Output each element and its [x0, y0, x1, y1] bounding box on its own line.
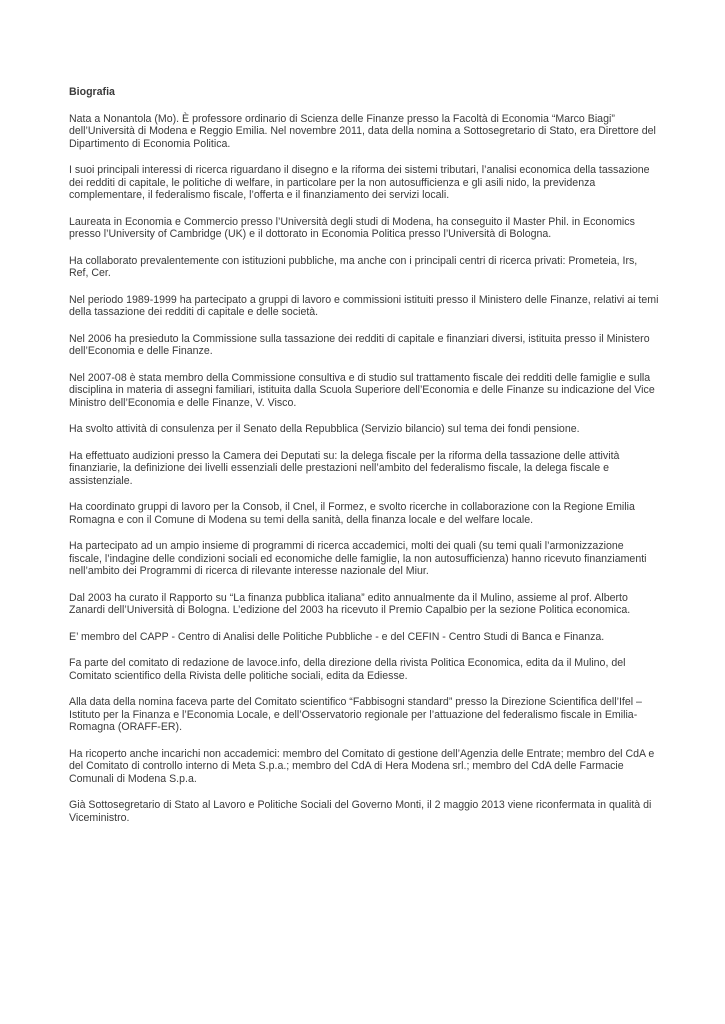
paragraph-editorial: Fa parte del comitato di redazione de lavoce.info, della direzione della rivista Politica Economica, edita da il Mulino, del Comitato scientifico della Rivista delle politiche sociali, edita da Ediesse. [69, 657, 626, 682]
paragraph-2006: Nel 2006 ha presieduto la Commissione sulla tassazione dei redditi di capitale e finanziari diversi, istituita presso il Ministero dell’Economia e delle Finanze. [69, 332, 650, 357]
paragraph-non-academic: Ha ricoperto anche incarichi non accademici: membro del Comitato di gestione dell’Agenzia delle Entrate; membro del CdA e del Comitato di controllo interno di Meta S.p.a.; membro del CdA di Hera Modena srl.; membro del CdA delle Farmacie Comunali di Modena S.p.a. [69, 747, 655, 785]
paragraph-government: Già Sottosegretario di Stato al Lavoro e Politiche Sociali del Governo Monti, il 2 maggio 2013 viene riconfermata in qualità di Viceministro. [69, 799, 652, 824]
paragraph-research-programs: Ha partecipato ad un ampio insieme di programmi di ricerca accademici, molti dei quali (su temi quali l’armonizzazione fiscale, l’indagine delle condizioni sociali ed economiche delle famiglie, la non autosufficienza) hanno ricevuto finanziamenti nell’ambito dei Programmi di ricerca di rilevante interesse nazionale del Miur. [69, 540, 647, 577]
paragraph-memberships: E’ membro del CAPP - Centro di Analisi delle Politiche Pubbliche - e del CEFIN - Centro Studi di Banca e Finanza. [69, 630, 605, 643]
paragraph-birth-position: Nata a Nonantola (Mo). È professore ordinario di Scienza delle Finanze presso la Facoltà di Economia “Marco Biagi” dell’Università di Modena e Reggio Emilia. Nel novembre 2011, data della nomina a Sottosegretario di Stato, era Direttore del Dipartimento di Economia Politica. [69, 112, 656, 150]
paragraph-working-groups: Ha coordinato gruppi di lavoro per la Consob, il Cnel, il Formez, e svolto ricerche in collaborazione con la Regione Emilia Romagna e con il Comune di Modena su temi della sanità, della finanza locale e del welfare locale. [69, 501, 635, 526]
paragraph-education: Laureata in Economia e Commercio presso l’Università degli studi di Modena, ha conseguito il Master Phil. in Economics presso l’University of Cambridge (UK) e il dottorato in Economia Politica presso l’Università di Bologna. [69, 215, 635, 240]
document-title: Biografia [69, 86, 115, 98]
paragraph-committees: Alla data della nomina faceva parte del Comitato scientifico “Fabbisogni standard” presso la Direzione Scientifica dell’Ifel – Istituto per la Finanza e l’Economia Locale, e dell’Osservatorio regionale per l’attuazione del federalismo fiscale in Emilia-Romagna (ORAFF-ER). [69, 696, 642, 733]
paragraph-1989-1999: Nel periodo 1989-1999 ha partecipato a gruppi di lavoro e commissioni istituiti presso il Ministero delle Finanze, relativi ai temi della tassazione dei redditi di capitale e delle società. [69, 293, 659, 318]
paragraph-senate-consulting: Ha svolto attività di consulenza per il Senato della Repubblica (Servizio bilancio) sul tema dei fondi pensione. [69, 423, 580, 435]
document-page [69, 86, 659, 838]
paragraph-research-interests: I suoi principali interessi di ricerca riguardano il disegno e la riforma dei sistemi tributari, l’analisi economica della tassazione dei redditi di capitale, le politiche di welfare, in particolare per la non autosufficienza e gli asili nido, la previdenza complementare, il federalismo fiscale, l’offerta e il finanziamento dei servizi locali. [69, 164, 650, 201]
paragraph-report: Dal 2003 ha curato il Rapporto su “La finanza pubblica italiana” edito annualmente da il Mulino, assieme al prof. Alberto Zanardi dell’Università di Bologna. L’edizione del 2003 ha ricevuto il Premio Capalbio per la sezione Politica economica. [69, 591, 631, 616]
paragraph-2007-08: Nel 2007-08 è stata membro della Commissione consultiva e di studio sul trattamento fiscale dei redditi delle famiglie e sulla disciplina in materia di assegni familiari, istituita dalla Scuola Superiore dell’Economia e delle Finanze su indicazione del Vice Ministro dell’Economia e delle Finanze, V. Visco. [69, 371, 655, 409]
paragraph-hearings: Ha effettuato audizioni presso la Camera dei Deputati su: la delega fiscale per la riforma della tassazione delle attività finanziarie, la definizione dei livelli essenziali delle prestazioni nell’ambito del federalismo fiscale, la delega fiscale e assistenziale. [69, 449, 620, 487]
paragraph-collaborations: Ha collaborato prevalentemente con istituzioni pubbliche, ma anche con i principali centri di ricerca privati: Prometeia, Irs, Ref, Cer. [69, 254, 638, 279]
